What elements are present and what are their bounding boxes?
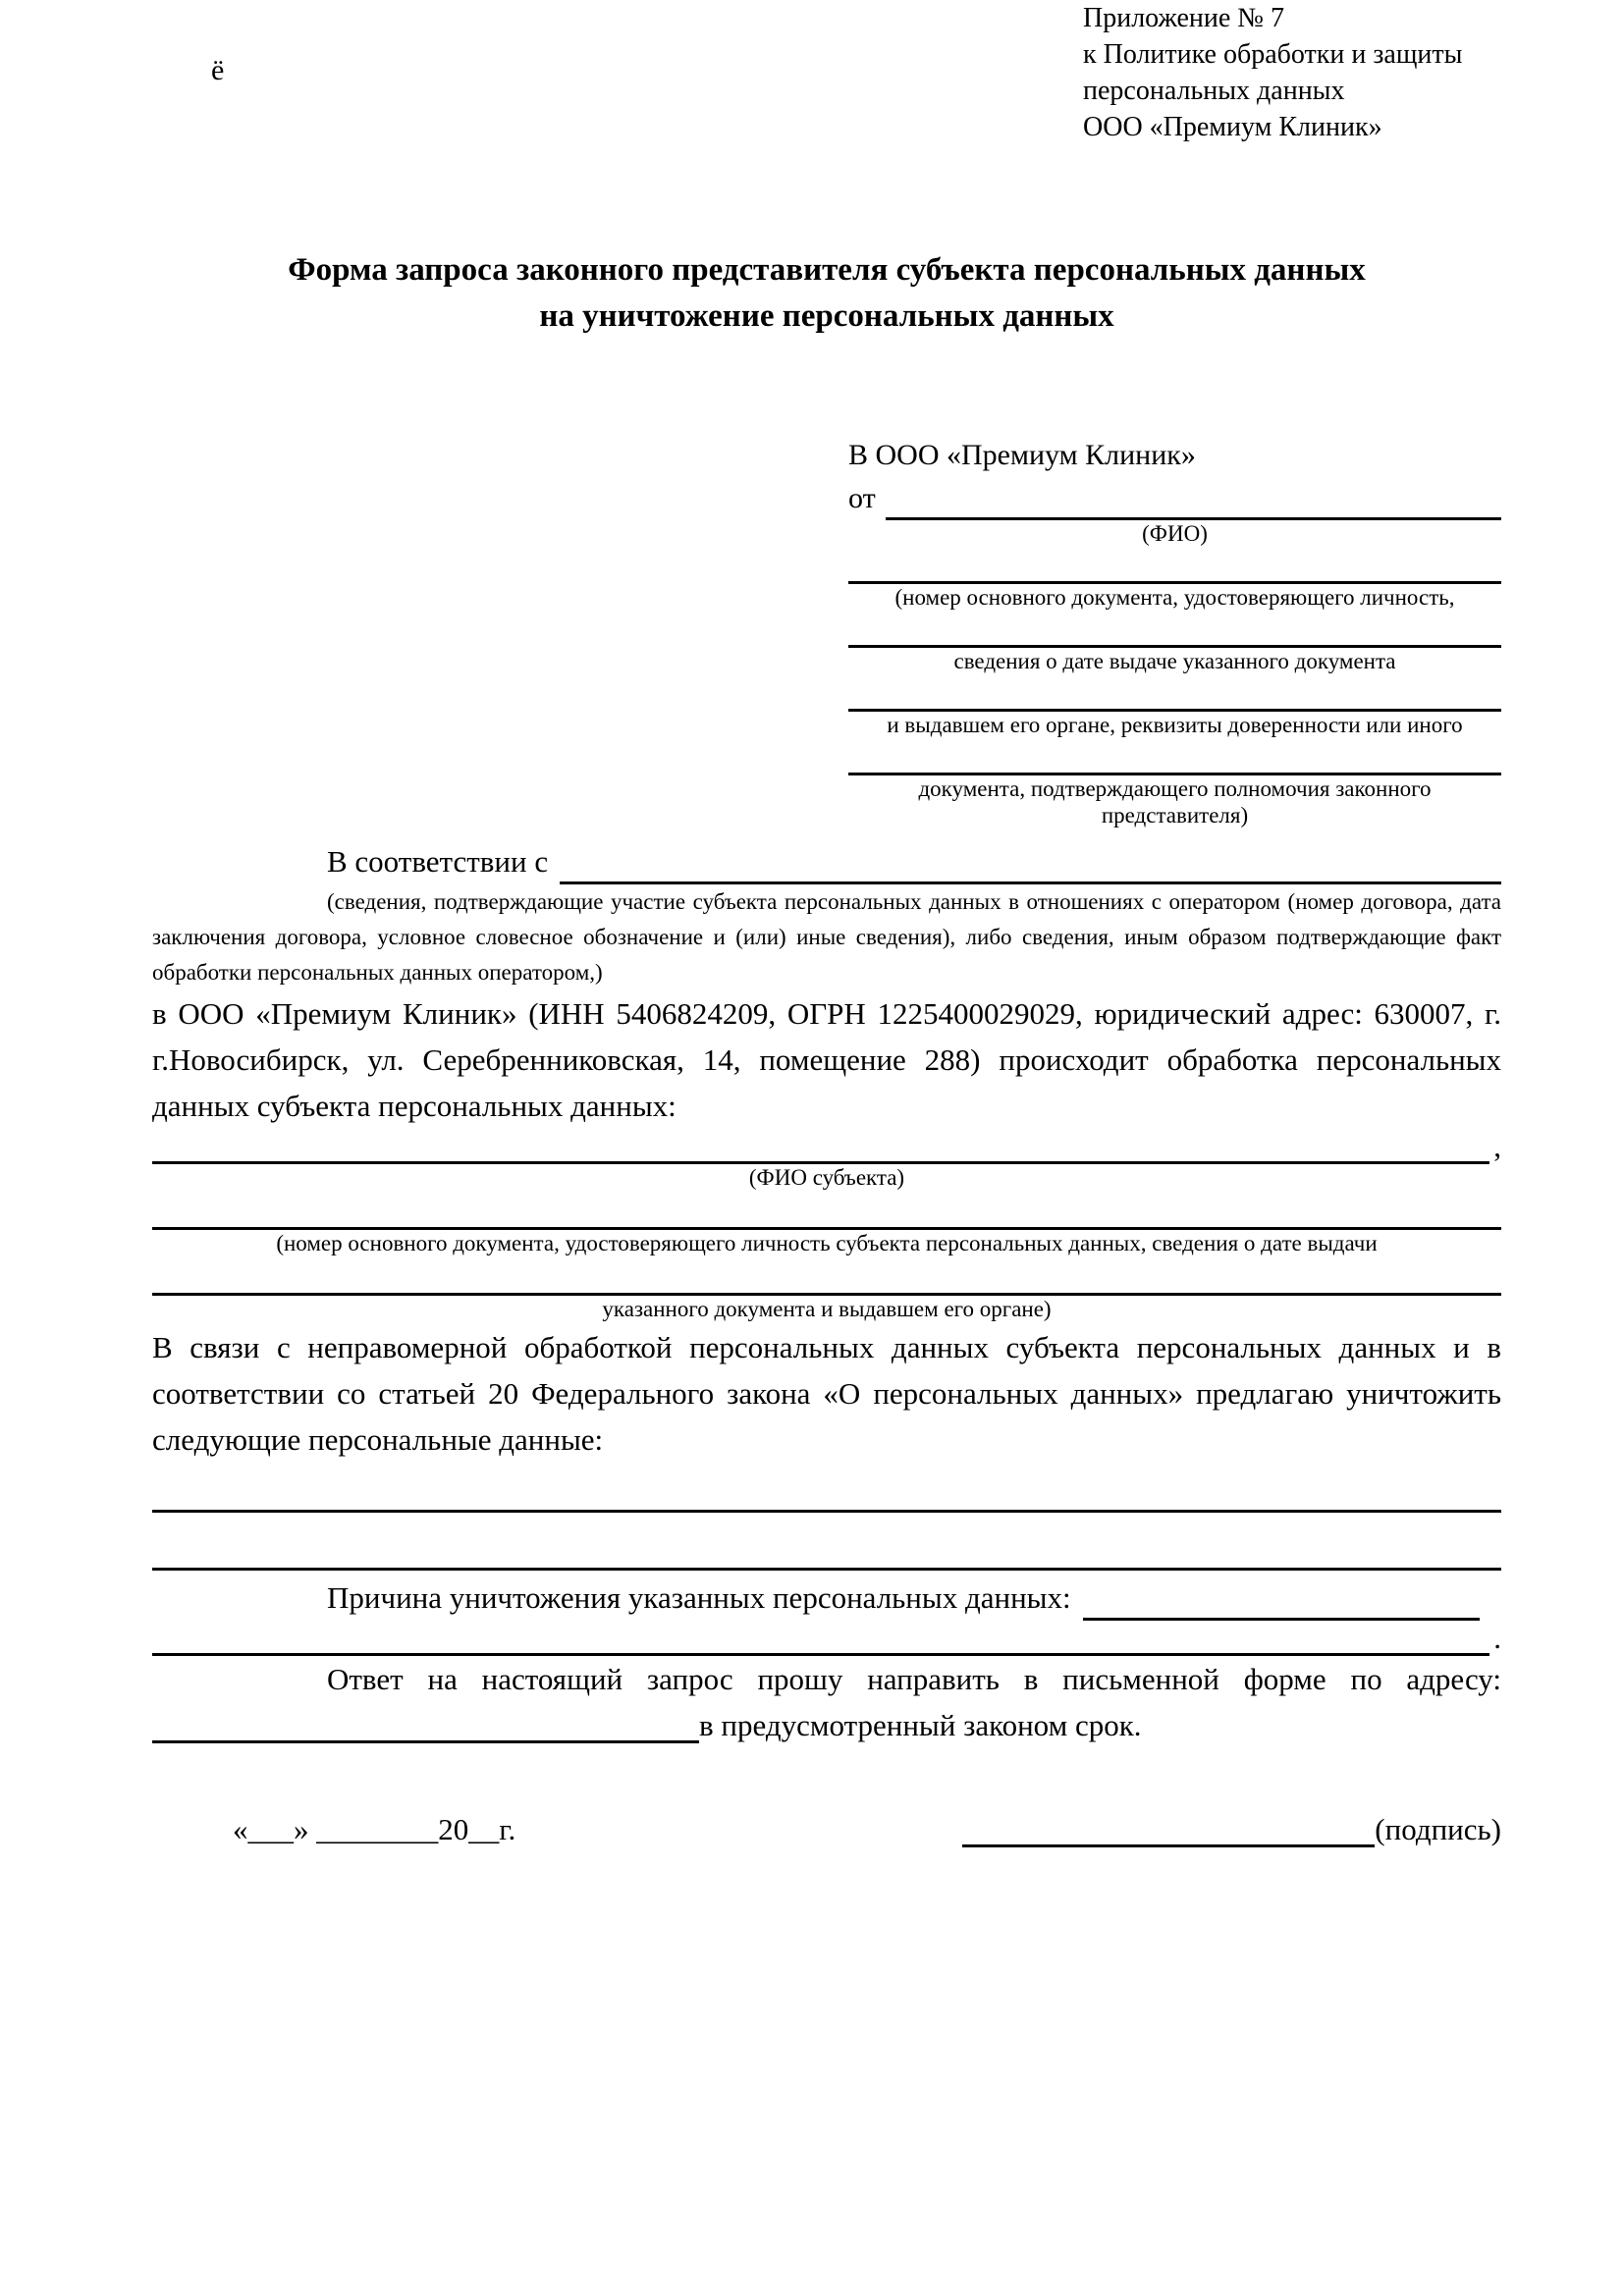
reply-paragraph: Ответ на настоящий запрос прошу направить в письменной форме по адресу: bbox=[327, 1662, 1501, 1696]
annex-header-line: персональных данных bbox=[1083, 76, 1345, 106]
blank-line bbox=[848, 674, 1501, 712]
signature-group bbox=[962, 1806, 1501, 1853]
from-row bbox=[848, 477, 1501, 520]
annex-header-line: Приложение № 7 bbox=[1083, 3, 1284, 33]
demand-paragraph: В связи с неправомерной обработкой персональных данных субъекта персональных данных и в соответствии со статьей 20 Федерального закона «О персональных данных» предлагаю уничтожить следующие персональные данные: bbox=[152, 1330, 1501, 1457]
page-header-zone bbox=[152, 0, 1501, 145]
reply-address-row bbox=[152, 1702, 1501, 1749]
form-title-line-1: Форма запроса законного представителя субъекта персональных данных bbox=[288, 252, 1366, 288]
subject-fio-caption: (ФИО субъекта) bbox=[748, 1165, 905, 1190]
addressee-to: В ООО «Премиум Клиник» bbox=[848, 439, 1196, 471]
accordance-note: (сведения, подтверждающие участие субъекта персональных данных в отношениях с оператором (номер договора, дата заключения договора, условное словесное обозначение и (или) иные сведения), либо сведения, иным образом подтверждающие факт обработки персональных данных оператором,) bbox=[152, 889, 1501, 985]
from-blank-line bbox=[886, 477, 1501, 520]
subject-fio-blank-line bbox=[152, 1129, 1489, 1164]
reason-continuation-row bbox=[152, 1621, 1501, 1656]
subject-doc-caption-2: указанного документа и выдавшем его органе) bbox=[602, 1297, 1052, 1321]
empty-fill-line bbox=[152, 1463, 1501, 1513]
annex-header bbox=[1083, 0, 1501, 145]
reason-blank-line bbox=[1083, 1575, 1480, 1621]
annex-header-line: ООО «Премиум Клиник» bbox=[1083, 112, 1382, 142]
empty-fill-line bbox=[152, 1513, 1501, 1571]
stray-character: ё bbox=[211, 54, 225, 86]
addressee-block bbox=[848, 434, 1501, 828]
accordance-row bbox=[152, 838, 1501, 884]
reason-blank-line-2 bbox=[152, 1621, 1489, 1656]
blank-line bbox=[152, 1256, 1501, 1296]
signature-footer bbox=[152, 1806, 1501, 1853]
accordance-lead: В соответствии с bbox=[327, 844, 549, 879]
address-blank-line bbox=[152, 1702, 699, 1743]
blank-line bbox=[848, 738, 1501, 775]
trailing-comma: , bbox=[1493, 1129, 1501, 1163]
blank-line bbox=[152, 1191, 1501, 1230]
blank-line bbox=[848, 547, 1501, 584]
representative-doc-caption: (номер основного документа, удостоверяющего личность, bbox=[894, 585, 1455, 610]
representative-doc-caption: сведения о дате выдаче указанного документа bbox=[953, 649, 1396, 673]
representative-doc-caption: документа, подтверждающего полномочия законного представителя) bbox=[918, 776, 1432, 828]
operator-paragraph: в ООО «Премиум Клиник» (ИНН 5406824209, ОГРН 1225400029029, юридический адрес: 630007, г. г.Новосибирск, ул. Серебренниковская, 14, помещение 288) происходит обработка персональных данных субъекта персональных данных: bbox=[152, 996, 1501, 1123]
signature-caption: (подпись) bbox=[1375, 1812, 1501, 1846]
signature-blank-line bbox=[962, 1806, 1375, 1847]
accordance-blank-line bbox=[560, 838, 1501, 884]
trailing-period: . bbox=[1493, 1621, 1501, 1655]
representative-doc-caption: и выдавшем его органе, реквизиты доверенности или иного bbox=[887, 713, 1463, 737]
form-title bbox=[152, 247, 1501, 340]
subject-doc-caption-1: (номер основного документа, удостоверяющего личность субъекта персональных данных, сведения о дате выдачи bbox=[276, 1231, 1378, 1255]
annex-header-line: к Политике обработки и защиты bbox=[1083, 39, 1463, 70]
reason-row bbox=[152, 1575, 1501, 1621]
reply-tail: в предусмотренный законом срок. bbox=[699, 1708, 1142, 1742]
subject-fio-row bbox=[152, 1129, 1501, 1164]
fio-caption: (ФИО) bbox=[1142, 521, 1208, 546]
reason-lead: Причина уничтожения указанных персональных данных: bbox=[327, 1580, 1071, 1615]
form-title-line-2: на уничтожение персональных данных bbox=[539, 298, 1114, 334]
blank-line bbox=[848, 611, 1501, 648]
date-blank-field: «___» ________20__г. bbox=[233, 1812, 516, 1846]
from-label: от bbox=[848, 482, 876, 514]
